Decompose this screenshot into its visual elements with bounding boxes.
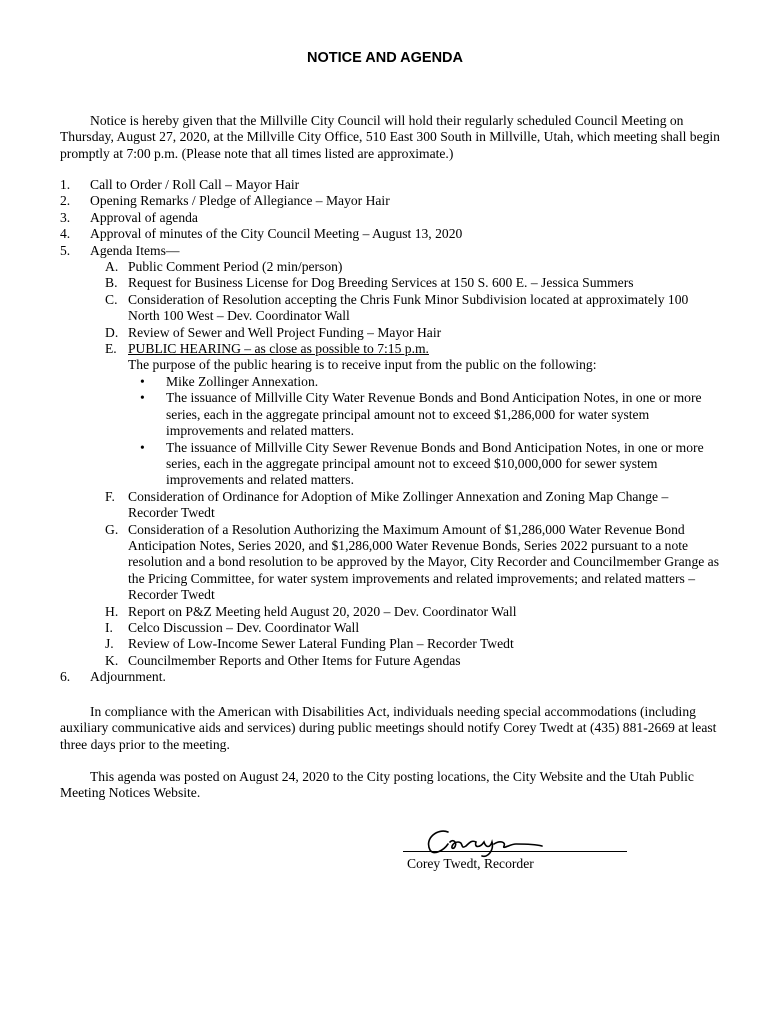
- bullet-text: The issuance of Millville City Water Revenue Bonds and Bond Anticipation Notes, in one or more series, each in the aggregate principal amount not to exceed $1,286,000 for water system improvements and related matters.: [166, 390, 702, 439]
- subitem-letter: E.: [105, 341, 117, 357]
- agenda-item: [60, 177, 720, 193]
- agenda-item: [60, 669, 720, 685]
- item-text: Opening Remarks / Pledge of Allegiance – Mayor Hair: [90, 193, 390, 209]
- subitem-text: Public Comment Period (2 min/person): [128, 259, 343, 275]
- posting-notice: This agenda was posted on August 24, 2020 to the City posting locations, the City Website and the Utah Public Meeting Notices Website.: [60, 769, 694, 801]
- handwritten-signature: [420, 820, 550, 860]
- intro-paragraph: Notice is hereby given that the Millville City Council will hold their regularly scheduled Council Meeting on Thursday, August 27, 2020, at the Millville City Office, 510 East 300 South in Millville, Utah, which meeting shall begin promptly at 7:00 p.m. (Please note that all times listed are approximate.): [60, 113, 720, 161]
- subitem-letter: B.: [105, 275, 118, 291]
- agenda-subitem: [105, 620, 720, 636]
- agenda-subitem: [105, 292, 720, 325]
- list-item: [128, 440, 720, 489]
- agenda-subitem: [105, 489, 720, 522]
- list-item: [128, 390, 720, 439]
- agenda-list: [60, 177, 720, 686]
- subitem-text: Review of Low-Income Sewer Lateral Funding Plan – Recorder Twedt: [128, 636, 514, 652]
- hearing-purpose: The purpose of the public hearing is to receive input from the public on the following:: [128, 357, 597, 373]
- subitem-text: Consideration of Ordinance for Adoption of Mike Zollinger Annexation and Zoning Map Change – Recorder Twedt: [128, 488, 669, 521]
- agenda-item: [60, 210, 720, 226]
- agenda-subitem: [105, 325, 720, 341]
- agenda-item: [60, 193, 720, 209]
- hearing-bullet-list: [128, 374, 720, 489]
- agenda-subitem: [105, 604, 720, 620]
- subitem-text: Request for Business License for Dog Breeding Services at 150 S. 600 E. – Jessica Summers: [128, 275, 634, 291]
- page-title: NOTICE AND AGENDA: [306, 50, 463, 66]
- subitem-text: Celco Discussion – Dev. Coordinator Wall: [128, 619, 360, 635]
- list-item: [128, 374, 720, 390]
- subitem-letter: F.: [105, 488, 115, 504]
- subitem-letter: I.: [105, 619, 113, 635]
- item-text: Approval of minutes of the City Council Meeting – August 13, 2020: [90, 226, 463, 242]
- bullet-icon: •: [140, 390, 145, 406]
- subitem-letter: J.: [105, 636, 114, 652]
- ada-notice: In compliance with the American with Disabilities Act, individuals needing special accommodations (including auxiliary communicative aids and services) during public meetings should notify Corey Twedt at (435) 881-2669 at least three days prior to the meeting.: [60, 704, 717, 752]
- item-text: Call to Order / Roll Call – Mayor Hair: [90, 177, 300, 192]
- public-hearing-heading: PUBLIC HEARING – as close as possible to 7:15 p.m.: [128, 341, 429, 357]
- subitem-letter: C.: [105, 291, 118, 307]
- agenda-subitem: [105, 636, 720, 652]
- item-text: Approval of agenda: [90, 209, 198, 225]
- signer-name: Corey Twedt, Recorder: [407, 856, 534, 871]
- agenda-item: [60, 226, 720, 242]
- subitem-letter: D.: [105, 324, 119, 340]
- item-number: 4.: [60, 226, 71, 242]
- bullet-icon: •: [140, 373, 145, 389]
- item-number: 6.: [60, 669, 71, 685]
- subitem-letter: A.: [105, 259, 119, 275]
- subitem-text: Report on P&Z Meeting held August 20, 2020 – Dev. Coordinator Wall: [128, 603, 517, 619]
- subitem-letter: H.: [105, 603, 119, 619]
- item-number: 3.: [60, 209, 71, 225]
- agenda-subitem: [105, 259, 720, 275]
- subitem-text: Consideration of a Resolution Authorizing the Maximum Amount of $1,286,000 Water Revenue Bond Anticipation Notes, Series 2020, and $1,286,000 Water Revenue Bonds, Series 2022 pursuant to a note resolution and a bond resolution to be approved by the Mayor, City Recorder and Councilmember Grange as the Pricing Committee, for water system improvements and related improvements; and related matters – Recorder Twedt: [128, 521, 720, 603]
- bullet-text: Mike Zollinger Annexation.: [166, 373, 319, 389]
- agenda-subitem: [105, 341, 720, 357]
- item-number: 2.: [60, 193, 71, 209]
- subitem-text: Councilmember Reports and Other Items for Future Agendas: [128, 652, 461, 668]
- subitem-text: Consideration of Resolution accepting the Chris Funk Minor Subdivision located at approximately 100 North 100 West – Dev. Coordinator Wall: [128, 291, 689, 324]
- item-number: 5.: [60, 242, 71, 258]
- item-number: 1.: [60, 177, 71, 192]
- signature-line: [403, 851, 627, 852]
- agenda-item: [60, 243, 720, 259]
- agenda-subitem: [105, 522, 720, 604]
- item-text: Adjournment.: [90, 669, 166, 685]
- agenda-subitem: [105, 275, 720, 291]
- bullet-text: The issuance of Millville City Sewer Revenue Bonds and Bond Anticipation Notes, in one or more series, each in the aggregate principal amount not to exceed $10,000,000 for sewer system improvements and related matters.: [166, 439, 704, 488]
- subitem-letter: G.: [105, 521, 119, 537]
- subitem-letter: K.: [105, 652, 119, 668]
- bullet-icon: •: [140, 439, 145, 455]
- subitem-text: Review of Sewer and Well Project Funding – Mayor Hair: [128, 324, 442, 340]
- item-text: Agenda Items—: [90, 242, 180, 258]
- agenda-subitem: [105, 653, 720, 669]
